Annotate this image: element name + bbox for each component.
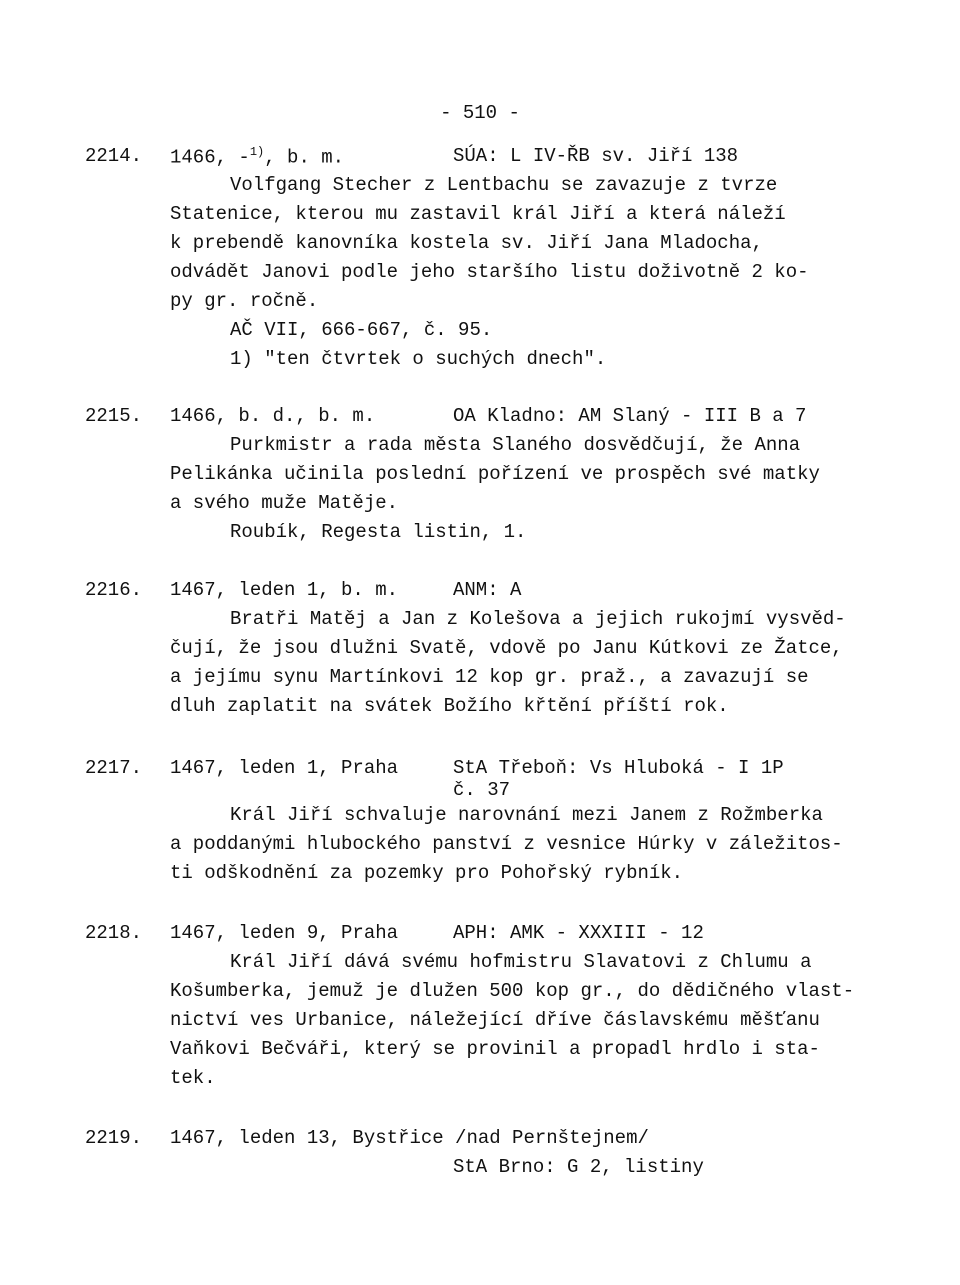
entry-text-line: nictví ves Urbanice, náležející dříve čáslavskému měšťanu [170, 1009, 820, 1031]
entry-text-line: a jejímu synu Martínkovi 12 kop gr. praž., a zavazují se [170, 666, 809, 688]
entry-date: 1467, leden 1, Praha [170, 757, 399, 779]
entry-source: OA Kladno: AM Slaný - III B a 7 [453, 405, 807, 427]
entry-text-line: Košumberka, jemuž je dlužen 500 kop gr., do dědičného vlast- [170, 980, 855, 1002]
entry-footnote: 1) "ten čtvrtek o suchých dnech". [230, 348, 607, 370]
entry-date: 1466, -$^{1)}$, b. m. [170, 145, 345, 169]
entry-text-line: Purkmistr a rada města Slaného dosvědčují, že Anna [230, 434, 801, 456]
entry-text-line: Král Jiří schvaluje narovnání mezi Janem z Rožmberka [230, 804, 823, 826]
entry-text-line: Vaňkovi Bečváři, který se provinil a propadl hrdlo i sta- [170, 1038, 820, 1060]
entry-source: APH: AMK - XXXIII - 12 [453, 922, 704, 944]
entry-text-line: dluh zaplatit na svátek Božího křtění příští rok. [170, 695, 729, 717]
entry-text-line: k prebendě kanovníka kostela sv. Jiří Jana Mladocha, [170, 232, 763, 254]
entry-date: 1467, leden 1, b. m. [170, 579, 399, 601]
entry-number: 2219. [85, 1127, 143, 1149]
entry-source-continued: č. 37 [453, 779, 511, 801]
entry-source: SÚA: L IV-ŘB sv. Jiří 138 [453, 145, 739, 167]
entry-date: 1467, leden 9, Praha [170, 922, 399, 944]
footnote-mark: 1) [249, 145, 265, 159]
entry-reference: AČ VII, 666-667, č. 95. [230, 319, 493, 341]
entry-number: 2217. [85, 757, 143, 779]
entry-date: 1467, leden 13, Bystřice /nad Pernštejnem/ [170, 1127, 649, 1149]
entry-number: 2214. [85, 145, 143, 167]
entry-text-line: Pelikánka učinila poslední pořízení ve prospěch své matky [170, 463, 820, 485]
entry-reference: Roubík, Regesta listin, 1. [230, 521, 527, 543]
page-number: - 510 - [440, 102, 520, 124]
entry-text-line: čují, že jsou dlužni Svatě, vdově po Janu Kútkovi ze Žatce, [170, 637, 843, 659]
entry-source: ANM: A [453, 579, 522, 601]
entry-text-line: Statenice, kterou mu zastavil král Jiří a která náleží [170, 203, 786, 225]
entry-text-line: tek. [170, 1067, 216, 1089]
entry-source: StA Třeboň: Vs Hluboká - I 1P [453, 757, 784, 779]
entry-text-line: Král Jiří dává svému hofmistru Slavatovi z Chlumu a [230, 951, 812, 973]
entry-date: 1466, b. d., b. m. [170, 405, 376, 427]
entry-source: StA Brno: G 2, listiny [453, 1156, 704, 1178]
entry-text-line: Volfgang Stecher z Lentbachu se zavazuje z tvrze [230, 174, 778, 196]
entry-number: 2216. [85, 579, 143, 601]
entry-text-line: odvádět Janovi podle jeho staršího listu doživotně 2 ko- [170, 261, 809, 283]
entry-text-line: py gr. ročně. [170, 290, 319, 312]
entry-number: 2215. [85, 405, 143, 427]
entry-text-line: Bratři Matěj a Jan z Kolešova a jejich rukojmí vysvěd- [230, 608, 846, 630]
entry-text-line: a svého muže Matěje. [170, 492, 399, 514]
entry-number: 2218. [85, 922, 143, 944]
entry-text-line: ti odškodnění za pozemky pro Pohořský rybník. [170, 862, 684, 884]
entry-text-line: a poddanými hlubockého panství z vesnice Húrky v záležitos- [170, 833, 843, 855]
